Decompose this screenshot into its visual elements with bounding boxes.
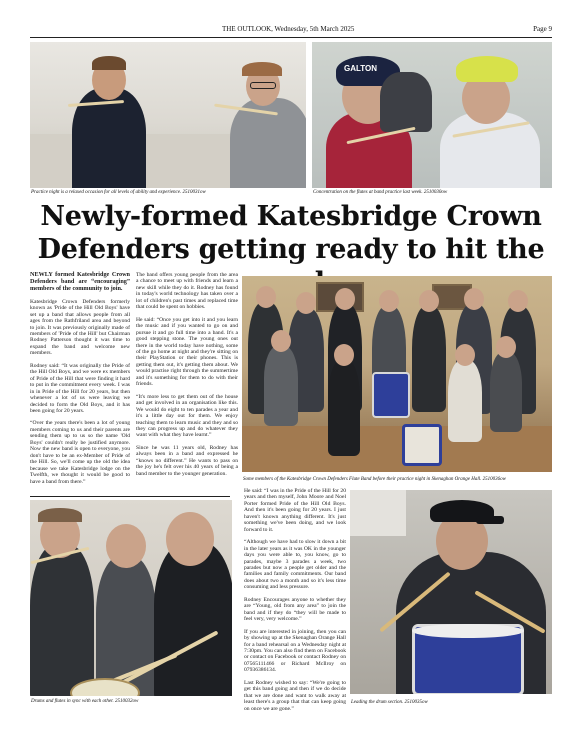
article-headline: Newly-formed Katesbridge Crown Defenders getting ready to hit the bbox=[37, 201, 545, 265]
article-paragraph: Since he was 11 years old, Rodney has always been in a band and expressed he “knows no different.” He wants to pass on the joy he's felt over his 40 years of being a band member to the younger generation. bbox=[136, 444, 238, 477]
photo-practice-night bbox=[30, 42, 306, 188]
caption-drums-flutes: Drums and flutes in sync with each other. 2510032ow bbox=[31, 699, 139, 704]
article-lead: NEWLY formed Katesbridge Crown Defenders band are “encouraging” members of the community to join. bbox=[30, 271, 130, 292]
article-paragraph: The band offers young people from the area a chance to meet up with friends and learn a new skill while they do it. Rodney has found in today's world technology has taken over a lot of children's past times and replaced time that could be spent on hobbies. bbox=[136, 272, 238, 311]
photo-drum-section bbox=[350, 490, 552, 694]
caption-practice-night: Practice night is a relaxed occasion for all levels of ability and experience. 2510031ow bbox=[31, 190, 206, 195]
article-paragraph: Last Rodney wished to say: “We're going to get this band going and then if we do decide that we are done and want to walk away at least there's a group that that can keep going on once we are gone.” bbox=[244, 679, 346, 712]
hat-text: GALTON bbox=[344, 64, 378, 73]
article-paragraph: Rodney Encourages anyone to whether they are “Young, old from any area” to join the band and if they do “they will be made to feel very, very welcome.” bbox=[244, 596, 346, 623]
drum-icon bbox=[402, 424, 442, 466]
article-paragraph: “Over the years there's been a lot of young members coming to us and their parents are sending them up to us so the name 'Old Boys' couldn't really be justified anymore. Now the new band is open to everyone, you don't have to be an ex-Member of Pride of the Hill. So, we'll come up the old the idea because we take Katesbridge lodge on the Twelfth, we thought it would be good to have a band from there.” bbox=[30, 420, 130, 485]
photo-concentration-flutes bbox=[312, 42, 552, 188]
page-number: Page 9 bbox=[533, 25, 552, 33]
article-paragraph: If you are interested in joining, then you can by showing up at the Skenaghan Orange Hall for a band rehearsal on a Wednesday night at 7:30pm. You can also find them on Facebook or contact on Facebook or contact Rodney on 07565111466 or Richard McIlroy on 07936386134. bbox=[244, 628, 346, 674]
article-paragraph: Katesbridge Crown Defenders formerly known as 'Pride of the Hill Old Boys' have set up a band that allows people from all ages from the Rathfriland area and beyond to join. It was previously originally made of members of 'Pride of the Hill' but Chairman Rodney Patterson thought it was time to expand the band and welcome new members. bbox=[30, 298, 130, 357]
column-rule bbox=[30, 496, 230, 497]
caption-concentration-flutes: Concentration on the flutes at band practice last week. 2510030ow bbox=[313, 190, 448, 195]
article-paragraph: Rodney said: “It was originally the Pride of the Hill Old Boys, and we were ex members of Pride of the Hill that were finding it hard to put in the commitment every week. I was in in Pride of the Hill for 20 years, but then whenever a lot of us were leaving we decided to form the Old Boys, and it has been going for 20 years. bbox=[30, 362, 130, 414]
article-paragraph: He said: “I was in the Pride of the Hill for 20 years and then myself, John Moore and Noel Porter formed Pride of the Hill Old Boys. And then it's been going for 20 years. I just haven't known anything different. It's just something we've been doing, and we look forward to it. bbox=[244, 488, 346, 533]
photo-band-group bbox=[242, 276, 552, 472]
caption-band-group: Some members of the Katesbridge Crown Defenders Flute Band before their practice night in Skenaghan Orange Hall. 2510036ow bbox=[243, 477, 506, 482]
caption-drum-section: Leading the drum section. 2510035ow bbox=[351, 700, 428, 705]
article-paragraph: “Although we have had to slow it down a bit in the later years as it was OK in the younger days you were able to, you know, go to parades, maybe 3 parades a week, two parades but now a people get older and the families and family commitments. Our band does about two a month and so it's less time consuming and less pressure. bbox=[244, 539, 346, 591]
publication-line: THE OUTLOOK, Wednesday, 5th March 2025 bbox=[222, 25, 355, 33]
article-column-3 bbox=[244, 488, 346, 710]
article-column-1 bbox=[30, 272, 130, 496]
header-rule bbox=[30, 37, 552, 38]
article-paragraph: “It's more less to get them out of the house and get involved in an organisation like this. We would do eight to ten parades a year and it's a little day out for them. We enjoy teaching them to learn music and they and so they can progress up and do whatever they want with what they have learnt.” bbox=[136, 393, 238, 439]
drum-icon bbox=[372, 372, 410, 418]
article-paragraph: He said: “Once you get into it and you learn the music and if you wanted to go on and pursue it and go full time into a band. It's a good stepping stone. The young ones out there in the world today have nothing, some of the go home at night and they're sitting on their PlayStation or their phones. This is getting them out, it's getting them about. We would practise right through the summertime and it's something for them to do with their friends. bbox=[136, 316, 238, 388]
photo-drums-flutes bbox=[30, 500, 232, 696]
article-column-2 bbox=[136, 272, 238, 496]
page-header bbox=[30, 24, 552, 36]
